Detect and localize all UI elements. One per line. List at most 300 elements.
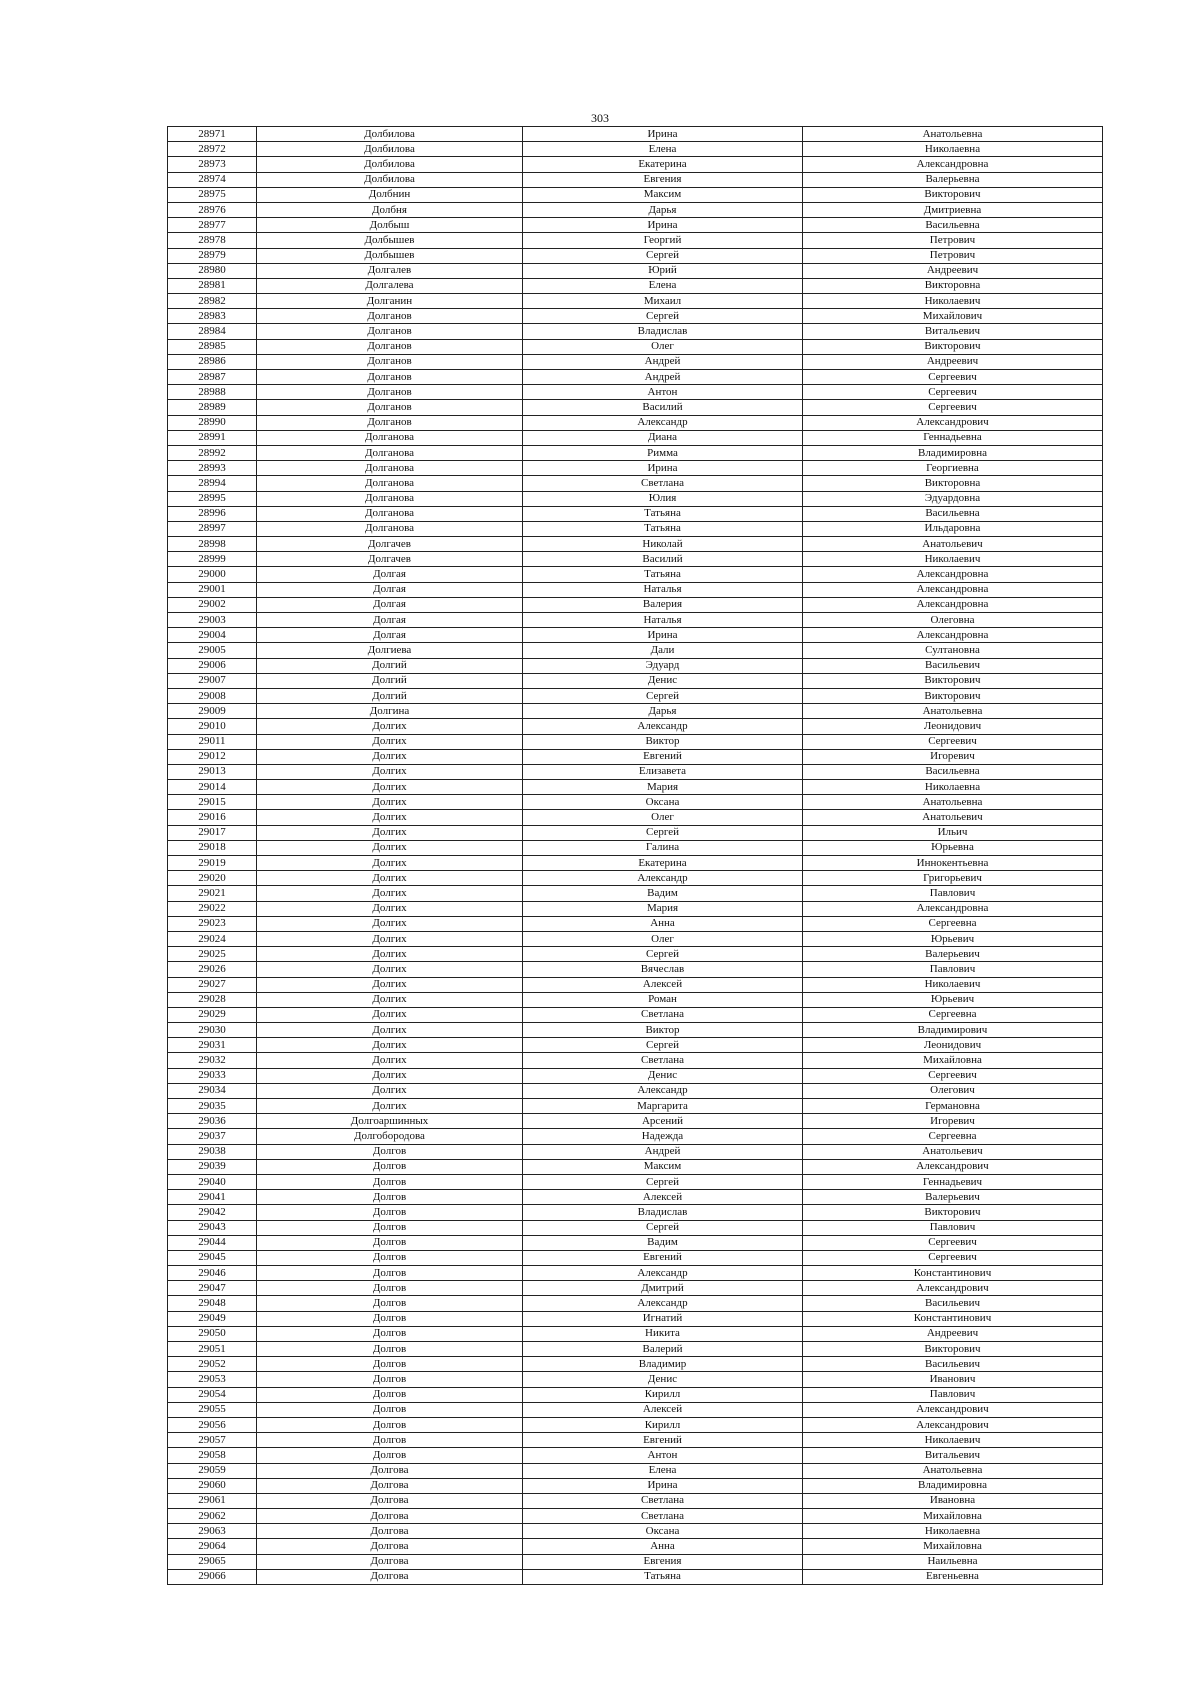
first-name-cell: Виктор	[523, 1023, 803, 1038]
patronymic-cell: Олеговна	[803, 613, 1103, 628]
surname-cell: Долгова	[257, 1539, 523, 1554]
first-name-cell: Елизавета	[523, 764, 803, 779]
record-number-cell: 28979	[168, 248, 257, 263]
record-number-cell: 29043	[168, 1220, 257, 1235]
record-number-cell: 28983	[168, 309, 257, 324]
surname-cell: Долгов	[257, 1266, 523, 1281]
record-number-cell: 29065	[168, 1554, 257, 1569]
patronymic-cell: Васильевна	[803, 764, 1103, 779]
surname-cell: Долгих	[257, 931, 523, 946]
first-name-cell: Антон	[523, 1448, 803, 1463]
table-row	[168, 263, 1103, 278]
first-name-cell: Елена	[523, 278, 803, 293]
first-name-cell: Светлана	[523, 1493, 803, 1508]
table-row	[168, 1144, 1103, 1159]
surname-cell: Долбнин	[257, 187, 523, 202]
patronymic-cell: Анатольевич	[803, 810, 1103, 825]
table-row	[168, 491, 1103, 506]
table-row	[168, 856, 1103, 871]
table-row	[168, 278, 1103, 293]
surname-cell: Долгих	[257, 734, 523, 749]
surname-cell: Долгалев	[257, 263, 523, 278]
table-row	[168, 947, 1103, 962]
patronymic-cell: Васильевич	[803, 1357, 1103, 1372]
table-row	[168, 1448, 1103, 1463]
patronymic-cell: Павлович	[803, 1220, 1103, 1235]
patronymic-cell: Александровна	[803, 567, 1103, 582]
surname-cell: Долбыш	[257, 218, 523, 233]
first-name-cell: Алексей	[523, 977, 803, 992]
record-number-cell: 29059	[168, 1463, 257, 1478]
table-row	[168, 810, 1103, 825]
table-row	[168, 643, 1103, 658]
table-row	[168, 552, 1103, 567]
patronymic-cell: Леонидович	[803, 719, 1103, 734]
record-number-cell: 28996	[168, 506, 257, 521]
surname-cell: Долгачев	[257, 537, 523, 552]
surname-cell: Долгий	[257, 673, 523, 688]
patronymic-cell: Александрович	[803, 1281, 1103, 1296]
surname-cell: Долгов	[257, 1190, 523, 1205]
record-number-cell: 28981	[168, 278, 257, 293]
first-name-cell: Ирина	[523, 461, 803, 476]
table-row	[168, 688, 1103, 703]
patronymic-cell: Николаевна	[803, 142, 1103, 157]
surname-cell: Долганин	[257, 294, 523, 309]
first-name-cell: Дмитрий	[523, 1281, 803, 1296]
patronymic-cell: Витальевич	[803, 324, 1103, 339]
patronymic-cell: Николаевич	[803, 294, 1103, 309]
patronymic-cell: Юрьевич	[803, 992, 1103, 1007]
record-number-cell: 29014	[168, 780, 257, 795]
record-number-cell: 29004	[168, 628, 257, 643]
record-number-cell: 29020	[168, 871, 257, 886]
table-row	[168, 172, 1103, 187]
patronymic-cell: Александровна	[803, 582, 1103, 597]
table-row	[168, 916, 1103, 931]
patronymic-cell: Константинович	[803, 1311, 1103, 1326]
table-row	[168, 1053, 1103, 1068]
record-number-cell: 29005	[168, 643, 257, 658]
surname-cell: Долгов	[257, 1326, 523, 1341]
first-name-cell: Сергей	[523, 825, 803, 840]
first-name-cell: Сергей	[523, 688, 803, 703]
first-name-cell: Татьяна	[523, 1569, 803, 1584]
surname-cell: Долбилова	[257, 127, 523, 142]
patronymic-cell: Валерьевич	[803, 1190, 1103, 1205]
patronymic-cell: Анатольевна	[803, 1463, 1103, 1478]
table-row	[168, 840, 1103, 855]
table-row	[168, 719, 1103, 734]
first-name-cell: Михаил	[523, 294, 803, 309]
table-row	[168, 1266, 1103, 1281]
first-name-cell: Денис	[523, 1372, 803, 1387]
surname-cell: Долгов	[257, 1174, 523, 1189]
record-number-cell: 28988	[168, 385, 257, 400]
patronymic-cell: Викторович	[803, 1342, 1103, 1357]
table-row	[168, 1372, 1103, 1387]
surname-cell: Долгова	[257, 1554, 523, 1569]
surname-cell: Долгих	[257, 795, 523, 810]
patronymic-cell: Валерьевна	[803, 172, 1103, 187]
patronymic-cell: Валерьевич	[803, 947, 1103, 962]
surname-cell: Долгих	[257, 1068, 523, 1083]
surname-cell: Долганов	[257, 339, 523, 354]
surname-cell: Долгов	[257, 1357, 523, 1372]
register-body	[168, 127, 1103, 1585]
surname-cell: Долганова	[257, 445, 523, 460]
surname-cell: Долгих	[257, 856, 523, 871]
patronymic-cell: Владимировна	[803, 1478, 1103, 1493]
record-number-cell: 28986	[168, 354, 257, 369]
first-name-cell: Евгений	[523, 1433, 803, 1448]
first-name-cell: Валерий	[523, 1342, 803, 1357]
record-number-cell: 29017	[168, 825, 257, 840]
table-row	[168, 1250, 1103, 1265]
patronymic-cell: Михайловна	[803, 1539, 1103, 1554]
patronymic-cell: Игоревич	[803, 1114, 1103, 1129]
surname-cell: Долгов	[257, 1296, 523, 1311]
patronymic-cell: Владимирович	[803, 1023, 1103, 1038]
patronymic-cell: Анатольевна	[803, 127, 1103, 142]
record-number-cell: 29044	[168, 1235, 257, 1250]
surname-cell: Долгих	[257, 1053, 523, 1068]
table-row	[168, 673, 1103, 688]
record-number-cell: 28984	[168, 324, 257, 339]
patronymic-cell: Михайловна	[803, 1509, 1103, 1524]
table-row	[168, 658, 1103, 673]
surname-cell: Долгова	[257, 1463, 523, 1478]
patronymic-cell: Геннадьевич	[803, 1174, 1103, 1189]
record-number-cell: 28997	[168, 521, 257, 536]
surname-cell: Долгая	[257, 582, 523, 597]
record-number-cell: 28980	[168, 263, 257, 278]
table-row	[168, 218, 1103, 233]
table-row	[168, 1326, 1103, 1341]
patronymic-cell: Васильевич	[803, 658, 1103, 673]
record-number-cell: 28990	[168, 415, 257, 430]
record-number-cell: 29053	[168, 1372, 257, 1387]
patronymic-cell: Анатольевич	[803, 537, 1103, 552]
first-name-cell: Георгий	[523, 233, 803, 248]
record-number-cell: 29021	[168, 886, 257, 901]
table-row	[168, 202, 1103, 217]
first-name-cell: Евгений	[523, 749, 803, 764]
first-name-cell: Евгений	[523, 1250, 803, 1265]
table-row	[168, 1205, 1103, 1220]
record-number-cell: 28982	[168, 294, 257, 309]
first-name-cell: Денис	[523, 1068, 803, 1083]
first-name-cell: Ирина	[523, 218, 803, 233]
first-name-cell: Сергей	[523, 309, 803, 324]
surname-cell: Долгова	[257, 1493, 523, 1508]
surname-cell: Долганова	[257, 461, 523, 476]
surname-cell: Долгов	[257, 1205, 523, 1220]
first-name-cell: Кирилл	[523, 1387, 803, 1402]
table-row	[168, 1433, 1103, 1448]
first-name-cell: Андрей	[523, 1144, 803, 1159]
first-name-cell: Андрей	[523, 370, 803, 385]
patronymic-cell: Петрович	[803, 248, 1103, 263]
patronymic-cell: Сергеевич	[803, 385, 1103, 400]
patronymic-cell: Юрьевич	[803, 931, 1103, 946]
patronymic-cell: Ивановна	[803, 1493, 1103, 1508]
first-name-cell: Светлана	[523, 1053, 803, 1068]
first-name-cell: Татьяна	[523, 506, 803, 521]
first-name-cell: Александр	[523, 1296, 803, 1311]
first-name-cell: Василий	[523, 400, 803, 415]
table-row	[168, 1174, 1103, 1189]
table-row	[168, 354, 1103, 369]
patronymic-cell: Сергеевич	[803, 1235, 1103, 1250]
table-row	[168, 977, 1103, 992]
first-name-cell: Владислав	[523, 1205, 803, 1220]
surname-cell: Долгов	[257, 1235, 523, 1250]
surname-cell: Долгов	[257, 1281, 523, 1296]
record-number-cell: 29051	[168, 1342, 257, 1357]
patronymic-cell: Сергеевич	[803, 400, 1103, 415]
surname-cell: Долганова	[257, 430, 523, 445]
record-number-cell: 29039	[168, 1159, 257, 1174]
surname-cell: Долгих	[257, 992, 523, 1007]
record-number-cell: 29013	[168, 764, 257, 779]
surname-cell: Долгоаршинных	[257, 1114, 523, 1129]
record-number-cell: 29061	[168, 1493, 257, 1508]
first-name-cell: Максим	[523, 1159, 803, 1174]
record-number-cell: 29027	[168, 977, 257, 992]
table-row	[168, 1463, 1103, 1478]
record-number-cell: 28971	[168, 127, 257, 142]
patronymic-cell: Николаевич	[803, 1433, 1103, 1448]
patronymic-cell: Константинович	[803, 1266, 1103, 1281]
patronymic-cell: Геннадьевна	[803, 430, 1103, 445]
surname-cell: Долбня	[257, 202, 523, 217]
surname-cell: Долгов	[257, 1372, 523, 1387]
patronymic-cell: Андреевич	[803, 1326, 1103, 1341]
patronymic-cell: Евгеньевна	[803, 1569, 1103, 1584]
table-row	[168, 309, 1103, 324]
record-number-cell: 29001	[168, 582, 257, 597]
table-row	[168, 1311, 1103, 1326]
first-name-cell: Светлана	[523, 1007, 803, 1022]
table-row	[168, 415, 1103, 430]
patronymic-cell: Сергеевич	[803, 370, 1103, 385]
record-number-cell: 29010	[168, 719, 257, 734]
patronymic-cell: Иннокентьевна	[803, 856, 1103, 871]
record-number-cell: 29058	[168, 1448, 257, 1463]
surname-cell: Долганов	[257, 400, 523, 415]
patronymic-cell: Ильич	[803, 825, 1103, 840]
record-number-cell: 29002	[168, 597, 257, 612]
first-name-cell: Татьяна	[523, 521, 803, 536]
table-row	[168, 567, 1103, 582]
patronymic-cell: Игоревич	[803, 749, 1103, 764]
first-name-cell: Валерия	[523, 597, 803, 612]
table-row	[168, 1509, 1103, 1524]
first-name-cell: Олег	[523, 931, 803, 946]
table-row	[168, 886, 1103, 901]
table-row	[168, 233, 1103, 248]
first-name-cell: Ирина	[523, 1478, 803, 1493]
surname-cell: Долбилова	[257, 142, 523, 157]
table-row	[168, 1357, 1103, 1372]
surname-cell: Долгов	[257, 1433, 523, 1448]
patronymic-cell: Васильевич	[803, 1296, 1103, 1311]
patronymic-cell: Юрьевна	[803, 840, 1103, 855]
first-name-cell: Сергей	[523, 947, 803, 962]
first-name-cell: Дарья	[523, 704, 803, 719]
record-number-cell: 28973	[168, 157, 257, 172]
table-row	[168, 1023, 1103, 1038]
patronymic-cell: Андреевич	[803, 263, 1103, 278]
record-number-cell: 29047	[168, 1281, 257, 1296]
record-number-cell: 29012	[168, 749, 257, 764]
record-number-cell: 29057	[168, 1433, 257, 1448]
surname-cell: Долгова	[257, 1569, 523, 1584]
table-row	[168, 476, 1103, 491]
table-row	[168, 370, 1103, 385]
patronymic-cell: Анатольевна	[803, 795, 1103, 810]
record-number-cell: 28972	[168, 142, 257, 157]
record-number-cell: 28992	[168, 445, 257, 460]
table-row	[168, 537, 1103, 552]
surname-cell: Долганов	[257, 324, 523, 339]
patronymic-cell: Павлович	[803, 886, 1103, 901]
record-number-cell: 29023	[168, 916, 257, 931]
name-register-table	[167, 126, 1103, 1585]
surname-cell: Долгов	[257, 1417, 523, 1432]
table-row	[168, 871, 1103, 886]
patronymic-cell: Анатольевич	[803, 1144, 1103, 1159]
record-number-cell: 29062	[168, 1509, 257, 1524]
surname-cell: Долгова	[257, 1524, 523, 1539]
record-number-cell: 28978	[168, 233, 257, 248]
table-row	[168, 1524, 1103, 1539]
patronymic-cell: Петрович	[803, 233, 1103, 248]
record-number-cell: 28987	[168, 370, 257, 385]
patronymic-cell: Михайловна	[803, 1053, 1103, 1068]
record-number-cell: 29003	[168, 613, 257, 628]
surname-cell: Долгов	[257, 1342, 523, 1357]
patronymic-cell: Викторович	[803, 688, 1103, 703]
table-row	[168, 749, 1103, 764]
record-number-cell: 29030	[168, 1023, 257, 1038]
patronymic-cell: Георгиевна	[803, 461, 1103, 476]
table-row	[168, 400, 1103, 415]
surname-cell: Долганов	[257, 385, 523, 400]
table-row	[168, 1068, 1103, 1083]
first-name-cell: Анна	[523, 916, 803, 931]
surname-cell: Долгова	[257, 1509, 523, 1524]
surname-cell: Долгих	[257, 977, 523, 992]
table-row	[168, 582, 1103, 597]
record-number-cell: 29033	[168, 1068, 257, 1083]
table-row	[168, 780, 1103, 795]
record-number-cell: 28998	[168, 537, 257, 552]
surname-cell: Долгих	[257, 1083, 523, 1098]
record-number-cell: 28994	[168, 476, 257, 491]
table-row	[168, 1296, 1103, 1311]
table-row	[168, 1235, 1103, 1250]
record-number-cell: 29018	[168, 840, 257, 855]
surname-cell: Долгих	[257, 780, 523, 795]
patronymic-cell: Леонидович	[803, 1038, 1103, 1053]
patronymic-cell: Михайлович	[803, 309, 1103, 324]
record-number-cell: 29055	[168, 1402, 257, 1417]
surname-cell: Долгая	[257, 628, 523, 643]
record-number-cell: 29011	[168, 734, 257, 749]
patronymic-cell: Витальевич	[803, 1448, 1103, 1463]
surname-cell: Долгих	[257, 840, 523, 855]
first-name-cell: Светлана	[523, 1509, 803, 1524]
table-row	[168, 628, 1103, 643]
record-number-cell: 29008	[168, 688, 257, 703]
table-row	[168, 1083, 1103, 1098]
first-name-cell: Эдуард	[523, 658, 803, 673]
page-number: 303	[591, 111, 609, 125]
first-name-cell: Вадим	[523, 886, 803, 901]
record-number-cell: 29054	[168, 1387, 257, 1402]
table-row	[168, 445, 1103, 460]
surname-cell: Долгая	[257, 613, 523, 628]
table-row	[168, 430, 1103, 445]
first-name-cell: Юлия	[523, 491, 803, 506]
record-number-cell: 28985	[168, 339, 257, 354]
record-number-cell: 28977	[168, 218, 257, 233]
surname-cell: Долганова	[257, 521, 523, 536]
table-row	[168, 1220, 1103, 1235]
surname-cell: Долгих	[257, 719, 523, 734]
patronymic-cell: Александровна	[803, 628, 1103, 643]
table-row	[168, 597, 1103, 612]
record-number-cell: 29024	[168, 931, 257, 946]
surname-cell: Долгов	[257, 1250, 523, 1265]
record-number-cell: 28989	[168, 400, 257, 415]
surname-cell: Долгов	[257, 1311, 523, 1326]
surname-cell: Долгих	[257, 825, 523, 840]
table-row	[168, 962, 1103, 977]
table-row	[168, 1402, 1103, 1417]
record-number-cell: 29034	[168, 1083, 257, 1098]
table-row	[168, 1539, 1103, 1554]
patronymic-cell: Сергеевич	[803, 1250, 1103, 1265]
record-number-cell: 29063	[168, 1524, 257, 1539]
patronymic-cell: Сергеевна	[803, 916, 1103, 931]
patronymic-cell: Николаевич	[803, 552, 1103, 567]
record-number-cell: 29045	[168, 1250, 257, 1265]
surname-cell: Долганов	[257, 354, 523, 369]
patronymic-cell: Александровна	[803, 901, 1103, 916]
patronymic-cell: Наильевна	[803, 1554, 1103, 1569]
first-name-cell: Мария	[523, 780, 803, 795]
first-name-cell: Олег	[523, 339, 803, 354]
record-number-cell: 29029	[168, 1007, 257, 1022]
first-name-cell: Мария	[523, 901, 803, 916]
record-number-cell: 29052	[168, 1357, 257, 1372]
surname-cell: Долгиева	[257, 643, 523, 658]
patronymic-cell: Викторовна	[803, 278, 1103, 293]
surname-cell: Долгих	[257, 962, 523, 977]
record-number-cell: 29056	[168, 1417, 257, 1432]
record-number-cell: 29064	[168, 1539, 257, 1554]
record-number-cell: 29009	[168, 704, 257, 719]
record-number-cell: 29060	[168, 1478, 257, 1493]
record-number-cell: 28995	[168, 491, 257, 506]
record-number-cell: 29031	[168, 1038, 257, 1053]
surname-cell: Долгих	[257, 901, 523, 916]
surname-cell: Долгих	[257, 764, 523, 779]
table-row	[168, 1038, 1103, 1053]
